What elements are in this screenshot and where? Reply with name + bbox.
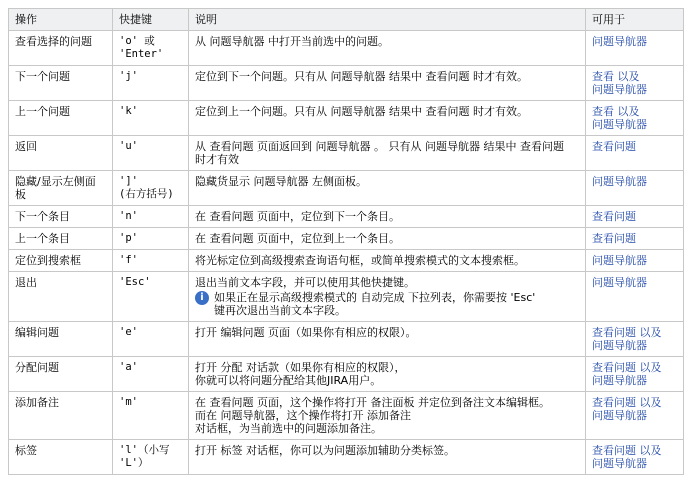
action-cell: 上一个条目 bbox=[9, 228, 113, 250]
shortcut-key: 'l'（小写 bbox=[119, 444, 170, 456]
shortcut-cell bbox=[113, 357, 189, 392]
available-in-cell bbox=[586, 272, 684, 322]
available-in-cell bbox=[586, 136, 684, 171]
shortcut-cell bbox=[113, 31, 189, 66]
shortcut-cell bbox=[113, 206, 189, 228]
shortcut-key: 'j' bbox=[119, 70, 138, 82]
available-in-link[interactable]: 查看问题 以及 bbox=[592, 326, 662, 339]
action-cell: 上一个问题 bbox=[9, 101, 113, 136]
shortcut-cell bbox=[113, 171, 189, 206]
description-cell bbox=[189, 101, 586, 136]
shortcuts-table bbox=[8, 8, 684, 475]
description-cell bbox=[189, 250, 586, 272]
shortcut-cell bbox=[113, 136, 189, 171]
description-text: 定位到下一个问题。只有从 问题导航器 结果中 查看问题 时才有效。 bbox=[195, 70, 528, 83]
available-in-cell bbox=[586, 357, 684, 392]
description-cell bbox=[189, 272, 586, 322]
description-text: 在 查看问题 页面，这个操作将打开 备注面板 并定位到备注文本编辑框。 bbox=[195, 396, 550, 409]
table-row bbox=[9, 440, 684, 475]
shortcut-key: 'Enter' bbox=[119, 48, 164, 60]
description-cell bbox=[189, 392, 586, 440]
description-text: 退出当前文本字段，并可以使用其他快捷键。 bbox=[195, 276, 415, 289]
info-note-line: 如果正在显示高级搜索模式的 自动完成 下拉列表，你需要按 'Esc' bbox=[214, 291, 536, 304]
table-row bbox=[9, 171, 684, 206]
shortcut-key: 'Esc' bbox=[119, 276, 151, 288]
available-in-link[interactable]: 问题导航器 bbox=[592, 374, 647, 387]
shortcut-cell bbox=[113, 66, 189, 101]
action-cell: 下一个问题 bbox=[9, 66, 113, 101]
description-cell bbox=[189, 31, 586, 66]
table-row bbox=[9, 31, 684, 66]
shortcut-key: 'e' bbox=[119, 326, 138, 338]
shortcut-cell bbox=[113, 440, 189, 475]
available-in-link[interactable]: 问题导航器 bbox=[592, 339, 647, 352]
info-note-line: 键再次退出当前文本字段。 bbox=[214, 304, 346, 317]
description-text: 打开 编辑问题 页面（如果你有相应的权限）。 bbox=[195, 326, 417, 339]
shortcut-cell bbox=[113, 322, 189, 357]
available-in-cell bbox=[586, 171, 684, 206]
description-cell bbox=[189, 228, 586, 250]
action-cell: 添加备注 bbox=[9, 392, 113, 440]
action-cell: 隐藏/显示左侧面板 bbox=[9, 171, 113, 206]
table-row bbox=[9, 357, 684, 392]
description-text: 从 问题导航器 中打开当前选中的问题。 bbox=[195, 35, 389, 48]
available-in-cell bbox=[586, 392, 684, 440]
description-text: 定位到上一个问题。只有从 问题导航器 结果中 查看问题 时才有效。 bbox=[195, 105, 528, 118]
available-in-cell bbox=[586, 31, 684, 66]
shortcut-cell bbox=[113, 272, 189, 322]
shortcut-key: 'n' bbox=[119, 210, 138, 222]
available-in-link[interactable]: 问题导航器 bbox=[592, 83, 647, 96]
description-cell bbox=[189, 322, 586, 357]
header-description: 说明 bbox=[189, 9, 586, 31]
action-cell: 返回 bbox=[9, 136, 113, 171]
available-in-cell bbox=[586, 228, 684, 250]
action-cell: 编辑问题 bbox=[9, 322, 113, 357]
info-note-text bbox=[214, 291, 535, 317]
header-action: 操作 bbox=[9, 9, 113, 31]
shortcut-key: 'p' bbox=[119, 232, 138, 244]
action-cell: 退出 bbox=[9, 272, 113, 322]
table-row bbox=[9, 101, 684, 136]
description-text: 在 查看问题 页面中，定位到下一个条目。 bbox=[195, 210, 400, 223]
table-row bbox=[9, 228, 684, 250]
available-in-link[interactable]: 查看问题 以及 bbox=[592, 361, 662, 374]
available-in-cell bbox=[586, 322, 684, 357]
available-in-cell bbox=[586, 440, 684, 475]
description-cell bbox=[189, 440, 586, 475]
description-cell bbox=[189, 66, 586, 101]
available-in-link[interactable]: 查看 以及 bbox=[592, 105, 640, 118]
available-in-link[interactable]: 问题导航器 bbox=[592, 175, 647, 188]
available-in-link[interactable]: 查看问题 bbox=[592, 232, 636, 245]
shortcut-key: ']' bbox=[119, 175, 138, 187]
available-in-link[interactable]: 问题导航器 bbox=[592, 409, 647, 422]
action-cell: 标签 bbox=[9, 440, 113, 475]
available-in-cell bbox=[586, 101, 684, 136]
description-text: 打开 标签 对话框，你可以为问题添加辅助分类标签。 bbox=[195, 444, 455, 457]
shortcut-cell bbox=[113, 250, 189, 272]
available-in-link[interactable]: 问题导航器 bbox=[592, 254, 647, 267]
table-row bbox=[9, 322, 684, 357]
table-row bbox=[9, 250, 684, 272]
table-row bbox=[9, 136, 684, 171]
description-text: 打开 分配 对话款（如果你有相应的权限）， bbox=[195, 361, 406, 374]
shortcut-key: 'u' bbox=[119, 140, 138, 152]
description-text: 将光标定位到高级搜索查询语句框，或简单搜索模式的文本搜索框。 bbox=[195, 254, 525, 267]
shortcut-key: (右方括号) bbox=[119, 188, 174, 200]
shortcut-key: 'k' bbox=[119, 105, 138, 117]
description-cell bbox=[189, 136, 586, 171]
available-in-link[interactable]: 问题导航器 bbox=[592, 276, 647, 289]
available-in-link[interactable]: 查看问题 bbox=[592, 210, 636, 223]
description-text: 你就可以将问题分配给其他JIRA用户。 bbox=[195, 374, 382, 387]
shortcut-cell bbox=[113, 392, 189, 440]
available-in-link[interactable]: 问题导航器 bbox=[592, 35, 647, 48]
available-in-link[interactable]: 查看问题 以及 bbox=[592, 444, 662, 457]
info-note bbox=[195, 291, 579, 317]
table-row bbox=[9, 272, 684, 322]
description-text: 而在 问题导航器，这个操作将打开 添加备注 bbox=[195, 409, 411, 422]
shortcut-cell bbox=[113, 101, 189, 136]
header-available-in: 可用于 bbox=[586, 9, 684, 31]
available-in-link[interactable]: 问题导航器 bbox=[592, 457, 647, 470]
available-in-cell bbox=[586, 66, 684, 101]
available-in-link[interactable]: 查看 以及 bbox=[592, 70, 640, 83]
shortcut-key: 'o' 或 bbox=[119, 35, 155, 47]
header-shortcut: 快捷键 bbox=[113, 9, 189, 31]
description-cell bbox=[189, 171, 586, 206]
available-in-cell bbox=[586, 206, 684, 228]
table-header bbox=[9, 9, 684, 31]
action-cell: 下一个条目 bbox=[9, 206, 113, 228]
action-cell: 分配问题 bbox=[9, 357, 113, 392]
shortcut-key: 'm' bbox=[119, 396, 138, 408]
action-cell: 定位到搜索框 bbox=[9, 250, 113, 272]
available-in-link[interactable]: 问题导航器 bbox=[592, 118, 647, 131]
table-body bbox=[9, 31, 684, 475]
action-cell: 查看选择的问题 bbox=[9, 31, 113, 66]
info-icon: i bbox=[195, 291, 209, 305]
table-row bbox=[9, 392, 684, 440]
description-text: 对话框，为当前选中的问题添加备注。 bbox=[195, 422, 382, 435]
description-cell bbox=[189, 206, 586, 228]
shortcut-key: 'f' bbox=[119, 254, 138, 266]
description-text: 在 查看问题 页面中，定位到上一个条目。 bbox=[195, 232, 400, 245]
description-text: 隐藏货显示 问题导航器 左侧面板。 bbox=[195, 175, 367, 188]
shortcut-key: 'L'） bbox=[119, 457, 149, 469]
table-row bbox=[9, 206, 684, 228]
table-row bbox=[9, 66, 684, 101]
available-in-link[interactable]: 查看问题 bbox=[592, 140, 636, 153]
description-text: 从 查看问题 页面返回到 问题导航器 。 只有从 问题导航器 结果中 查看问题 bbox=[195, 140, 564, 153]
description-text: 时才有效 bbox=[195, 153, 239, 166]
header-row bbox=[9, 9, 684, 31]
available-in-link[interactable]: 查看问题 以及 bbox=[592, 396, 662, 409]
shortcut-key: 'a' bbox=[119, 361, 138, 373]
available-in-cell bbox=[586, 250, 684, 272]
description-cell bbox=[189, 357, 586, 392]
shortcut-cell bbox=[113, 228, 189, 250]
